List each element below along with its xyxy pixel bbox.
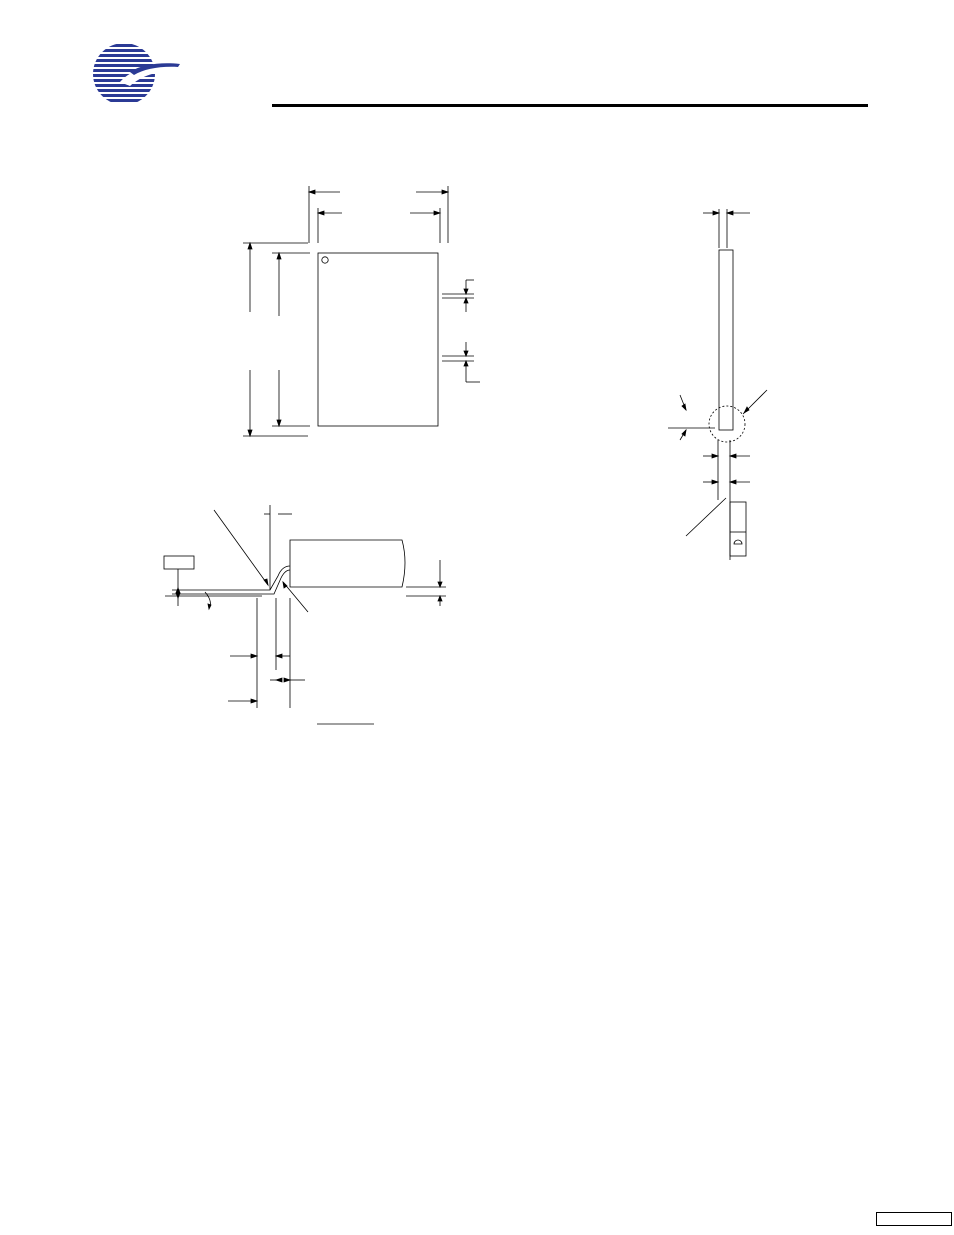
page-number-box bbox=[876, 1212, 952, 1226]
side-body-outline bbox=[719, 250, 733, 430]
gauge-box bbox=[164, 556, 194, 569]
pin1-marker bbox=[322, 257, 328, 263]
package-body-outline bbox=[318, 253, 438, 426]
